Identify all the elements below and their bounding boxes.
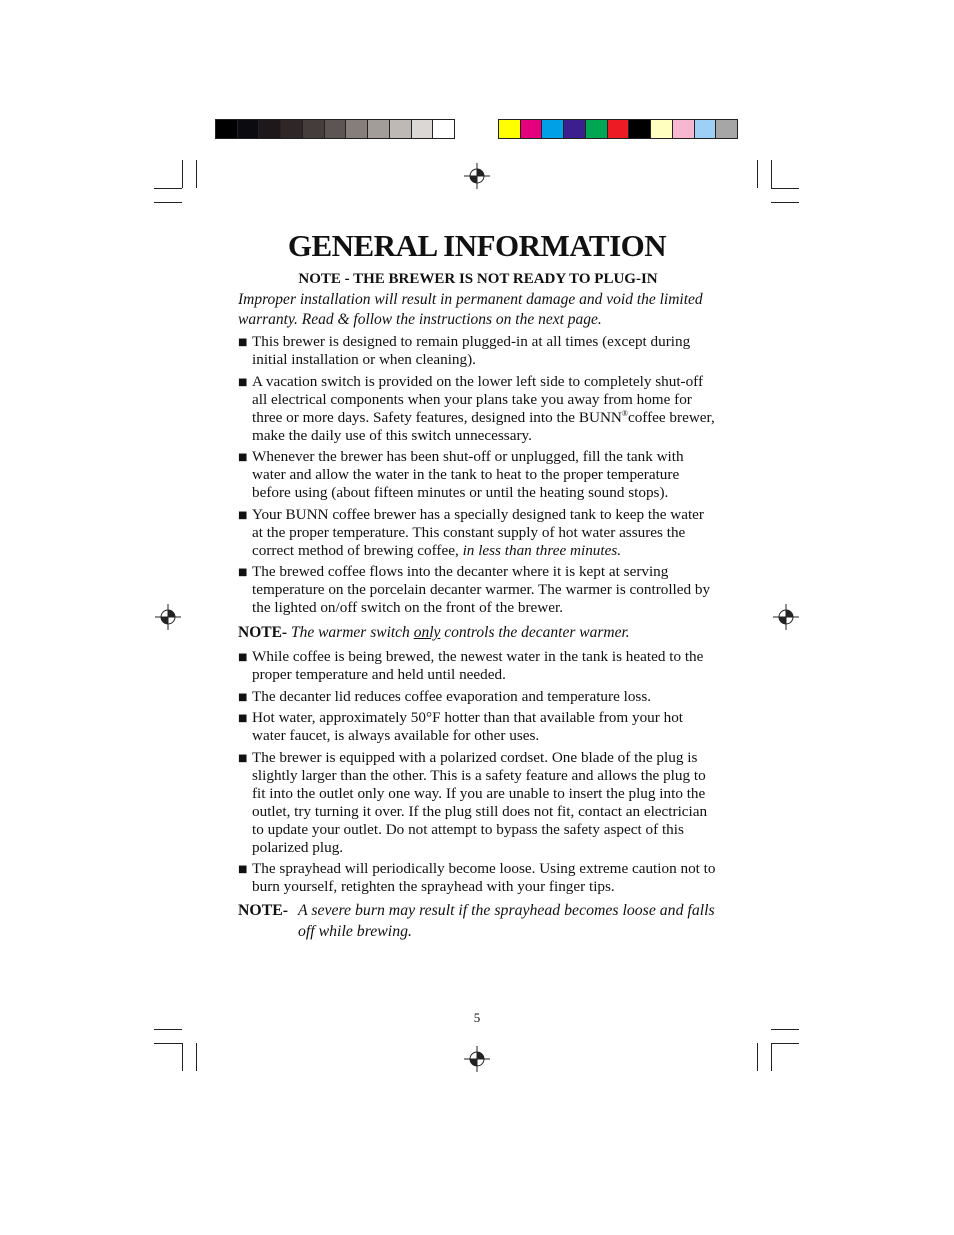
page-number: 5	[473, 1010, 481, 1025]
crop-mark	[154, 202, 182, 203]
list-item: ■ While coffee is being brewed, the newest water in the tank is heated to the proper temperature and held until needed.	[238, 648, 718, 684]
crop-mark	[196, 1043, 197, 1071]
color-calibration-bar	[498, 119, 738, 139]
registration-mark-icon	[464, 1046, 490, 1072]
list-item: ■ Whenever the brewer has been shut-off or unplugged, fill the tank with water and allow the water in the tank to heat to the proper temperature before using (about fifteen minutes or until the heating sound stops).	[238, 448, 718, 502]
burn-warning-note: NOTE- A severe burn may result if the sprayhead becomes loose and falls off while brewing.	[238, 902, 715, 940]
color-swatch	[412, 120, 434, 138]
info-list-a	[238, 333, 718, 617]
color-swatch	[716, 120, 737, 138]
document-body	[238, 270, 718, 942]
color-swatch	[368, 120, 390, 138]
note-heading: NOTE - THE BREWER IS NOT READY TO PLUG-IN	[298, 271, 658, 287]
color-swatch	[651, 120, 673, 138]
list-item: ■ A vacation switch is provided on the lower left side to completely shut-off all electrical components when your plans take you away from home for three or more days. Safety features, designed into the BUNN®coffee brewer, make the daily use of this switch unnecessary.	[238, 373, 718, 445]
color-swatch	[281, 120, 303, 138]
color-swatch	[346, 120, 368, 138]
color-swatch	[695, 120, 717, 138]
color-swatch	[390, 120, 412, 138]
grayscale-calibration-bar	[215, 119, 455, 139]
list-item: ■ The brewer is equipped with a polarized cordset. One blade of the plug is slightly larger than the other. This is a safety feature and allows the plug to fit into the outlet only one way. If you are unable to insert the plug into the outlet, try turning it over. If the plug still does not fit, contact an electrician to update your outlet. Do not attempt to bypass the safety aspect of this polarized plug.	[238, 749, 718, 857]
color-swatch	[325, 120, 347, 138]
crop-mark	[771, 1029, 799, 1030]
color-swatch	[673, 120, 695, 138]
list-item: ■ Your BUNN coffee brewer has a specially designed tank to keep the water at the proper temperature. This constant supply of hot water assures the correct method of brewing coffee, in less than three minutes.	[238, 506, 718, 560]
crop-mark	[154, 1029, 182, 1030]
color-swatch	[259, 120, 281, 138]
warmer-switch-note: NOTE- The warmer switch only controls the decanter warmer.	[238, 624, 630, 641]
color-swatch	[586, 120, 608, 138]
color-swatch	[521, 120, 543, 138]
crop-mark	[771, 1043, 772, 1071]
crop-mark	[757, 1043, 758, 1071]
registration-mark-icon	[773, 604, 799, 630]
crop-mark	[771, 202, 799, 203]
crop-mark	[154, 188, 182, 189]
color-swatch	[608, 120, 630, 138]
list-item: ■ The brewed coffee flows into the decanter where it is kept at serving temperature on the porcelain decanter warmer. The warmer is controlled by the lighted on/off switch on the front of the brewer.	[238, 563, 718, 617]
color-swatch	[629, 120, 651, 138]
crop-mark	[771, 1043, 799, 1044]
info-list-b	[238, 648, 718, 896]
crop-mark	[182, 160, 183, 188]
color-swatch	[216, 120, 238, 138]
list-item: ■ The decanter lid reduces coffee evaporation and temperature loss.	[238, 688, 718, 706]
warranty-warning: Improper installation will result in permanent damage and void the limited warranty. Read & follow the instructions on the next page.	[238, 291, 703, 328]
crop-mark	[182, 1043, 183, 1071]
crop-mark	[154, 1043, 182, 1044]
color-swatch	[433, 120, 454, 138]
crop-mark	[196, 160, 197, 188]
list-item: ■ Hot water, approximately 50°F hotter than that available from your hot water faucet, is always available for other uses.	[238, 709, 718, 745]
list-item: ■ This brewer is designed to remain plugged-in at all times (except during initial installation or when cleaning).	[238, 333, 718, 369]
crop-mark	[757, 160, 758, 188]
color-swatch	[238, 120, 260, 138]
color-swatch	[303, 120, 325, 138]
color-swatch	[499, 120, 521, 138]
color-swatch	[542, 120, 564, 138]
color-swatch	[564, 120, 586, 138]
crop-mark	[771, 160, 772, 188]
registration-mark-icon	[464, 163, 490, 189]
registration-mark-icon	[155, 604, 181, 630]
page-title: GENERAL INFORMATION	[287, 228, 667, 263]
list-item: ■ The sprayhead will periodically become loose. Using extreme caution not to burn yourself, retighten the sprayhead with your finger tips.	[238, 860, 718, 896]
crop-mark	[771, 188, 799, 189]
